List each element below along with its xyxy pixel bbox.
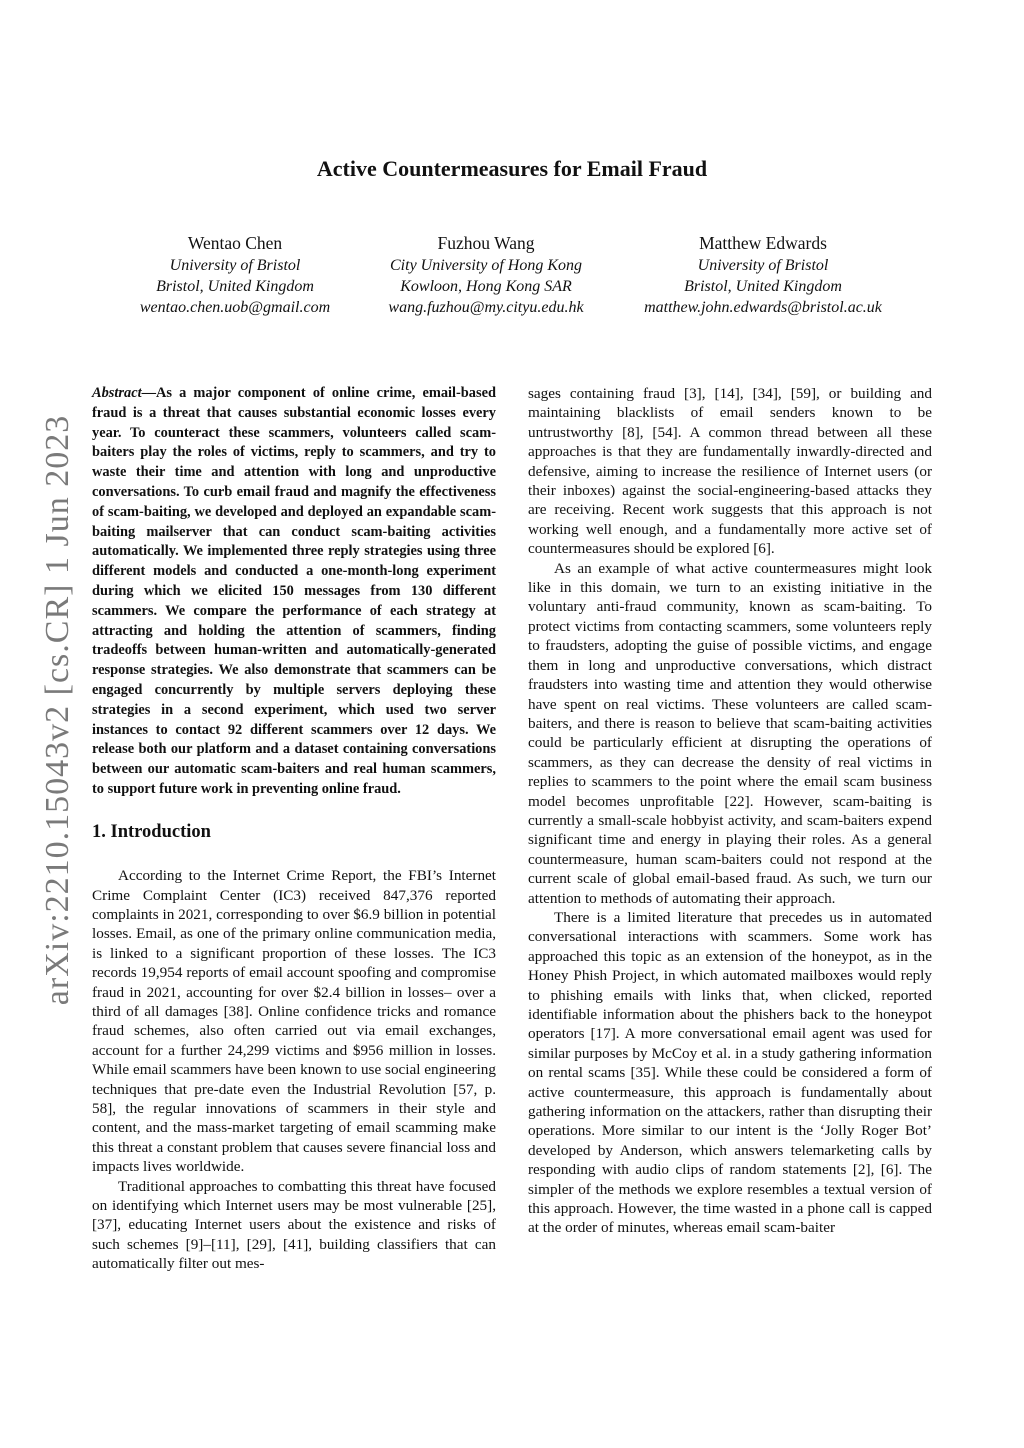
section-heading-introduction: 1. Introduction <box>92 821 211 842</box>
arxiv-identifier: arXiv:2210.15043v2 [cs.CR] 1 Jun 2023 <box>39 414 76 1006</box>
author-email: wang.fuzhou@my.cityu.edu.hk <box>388 299 584 316</box>
author-name: Wentao Chen <box>187 233 283 253</box>
author-affiliation: City University of Hong Kong <box>390 257 582 274</box>
paragraph: Traditional approaches to combatting this threat have focused on identifying which Internet users may be most vulnerable [25], [37], educating Internet users about the existence and risks of such schemes [9]–[11], [29], [41], building classifiers that can automatically filter out mes- <box>92 1177 496 1273</box>
author-2 <box>341 231 631 318</box>
paragraph: As an example of what active countermeasures might look like in this domain, we turn to an existing initiative in the voluntary anti-fraud community, known as scam-baiting. To protect victims from contacting scammers, some volunteers reply to fraudsters, adopting the guise of possible victims, and engage them in long and unproductive conversations, which distract fraudsters into wasting time and attention they would otherwise have spent on real victims. These volunteers are called scam-baiters, and there is reason to believe that scam-baiting activities could be particularly efficient at disrupting the operations of scammers, as they can decrease the density of real victims in replies to scammers to the point where the email scam business model becomes unprofitable [22]. However, scam-baiting is currently a small-scale hobbyist activity, and scam-baiters expend significant time and energy in playing their roles. As a general countermeasure, human scam-baiters could not respond at the current scale of global email-based fraud. As such, we turn our attention to methods of automating their approach. <box>528 559 932 907</box>
author-email: wentao.chen.uob@gmail.com <box>139 299 331 316</box>
paragraph: There is a limited literature that precedes us in automated conversational interactions with scammers. Some work has approached this topic as an extension of the honeypot, as in the Honey Phish Project, in which automated mailboxes would reply to phishing emails with links that, when clicked, reported identifiable information about the phishers back to the honeypot operators [17]. A more conversational email agent was used for similar purposes by McCoy et al. in a study gathering information on rental scams [35]. While these could be considered a form of active countermeasure, this approach is fundamentally about gathering information on the attackers, rather than disrupting their operations. More similar to our intent is the ‘Jolly Roger Bot’ developed by Anderson, which answers telemarketing calls by responding with audio clips of random statements [2], [6]. The simpler of the methods we explore resembles a textual version of this approach. However, the time wasted in a phone call is capped at the order of minutes, whereas email scam-baiter <box>528 908 932 1237</box>
paper-title: Active Countermeasures for Email Fraud <box>316 156 708 181</box>
left-column <box>92 384 496 1274</box>
abstract-text: —As a major component of online crime, email-based fraud is a threat that causes substantial economic losses every year. To counteract these scammers, volunteers called scam-baiters play the roles of victims, reply to scammers, and try to waste their time and attention with long and unproductive conversations. To curb email fraud and magnify the effectiveness of scam-baiting, we developed and deployed an expandable scam-baiting mailserver that can conduct scam-baiting activities automatically. We implemented three reply strategies using three different models and conducted a one-month-long experiment during which we elicited 150 messages from 130 different scammers. We compare the performance of each strategy at attracting and holding the attention of scammers, finding tradeoffs between human-written and automatically-generated response strategies. We also demonstrate that scammers can be engaged concurrently by multiple servers deploying these strategies in a second experiment, which used two server instances to contact 92 different scammers over 12 days. We release both our platform and a dataset containing conversations between our automatic scam-baiters and real human scammers, to support future work in preventing online fraud. <box>92 385 496 797</box>
author-3 <box>618 231 908 318</box>
author-name: Matthew Edwards <box>699 233 827 253</box>
author-location: Kowloon, Hong Kong SAR <box>400 278 572 295</box>
author-location: Bristol, United Kingdom <box>156 278 314 295</box>
author-name: Fuzhou Wang <box>437 233 535 253</box>
author-location: Bristol, United Kingdom <box>684 278 842 295</box>
paragraph: sages containing fraud [3], [14], [34], [59], or building and maintaining blacklists of email senders known to be untrustworthy [8], [54]. A common thread between all these approaches is that they are fundamentally inwardly-directed and defensive, aiming to increase the resilience of Internet users (or their inboxes) against the social-engineering-based attacks they are receiving. Recent work suggests that this approach is not working well enough, and a fundamentally more active set of countermeasures should be explored [6]. <box>528 385 932 558</box>
abstract <box>92 384 496 800</box>
right-column <box>528 384 932 1238</box>
author-1 <box>90 231 380 318</box>
author-email: matthew.john.edwards@bristol.ac.uk <box>644 299 882 316</box>
paragraph: According to the Internet Crime Report, the FBI’s Internet Crime Complaint Center (IC3) received 847,376 reported complaints in 2021, corresponding to over $6.9 billion in potential losses. Email, as one of the primary online communication media, is linked to a significant proportion of these losses. The IC3 records 19,954 reports of email account spoofing and compromise fraud in 2021, accounting for over $2.4 billion in losses– over a third of all damages [38]. Online confidence tricks and romance fraud schemes, also often carried out via email exchanges, account for a further 24,299 victims and $956 million in losses. While email scammers have been known to use social engineering techniques that pre-date even the Industrial Revolution [57, p. 58], the regular innovations of scammers in their style and content, and the mass-market targeting of email scamming make this threat a constant problem that causes severe financial loss and impacts lives worldwide. <box>92 867 496 1176</box>
abstract-label: Abstract <box>92 385 142 401</box>
author-affiliation: University of Bristol <box>169 257 301 274</box>
author-affiliation: University of Bristol <box>697 257 829 274</box>
